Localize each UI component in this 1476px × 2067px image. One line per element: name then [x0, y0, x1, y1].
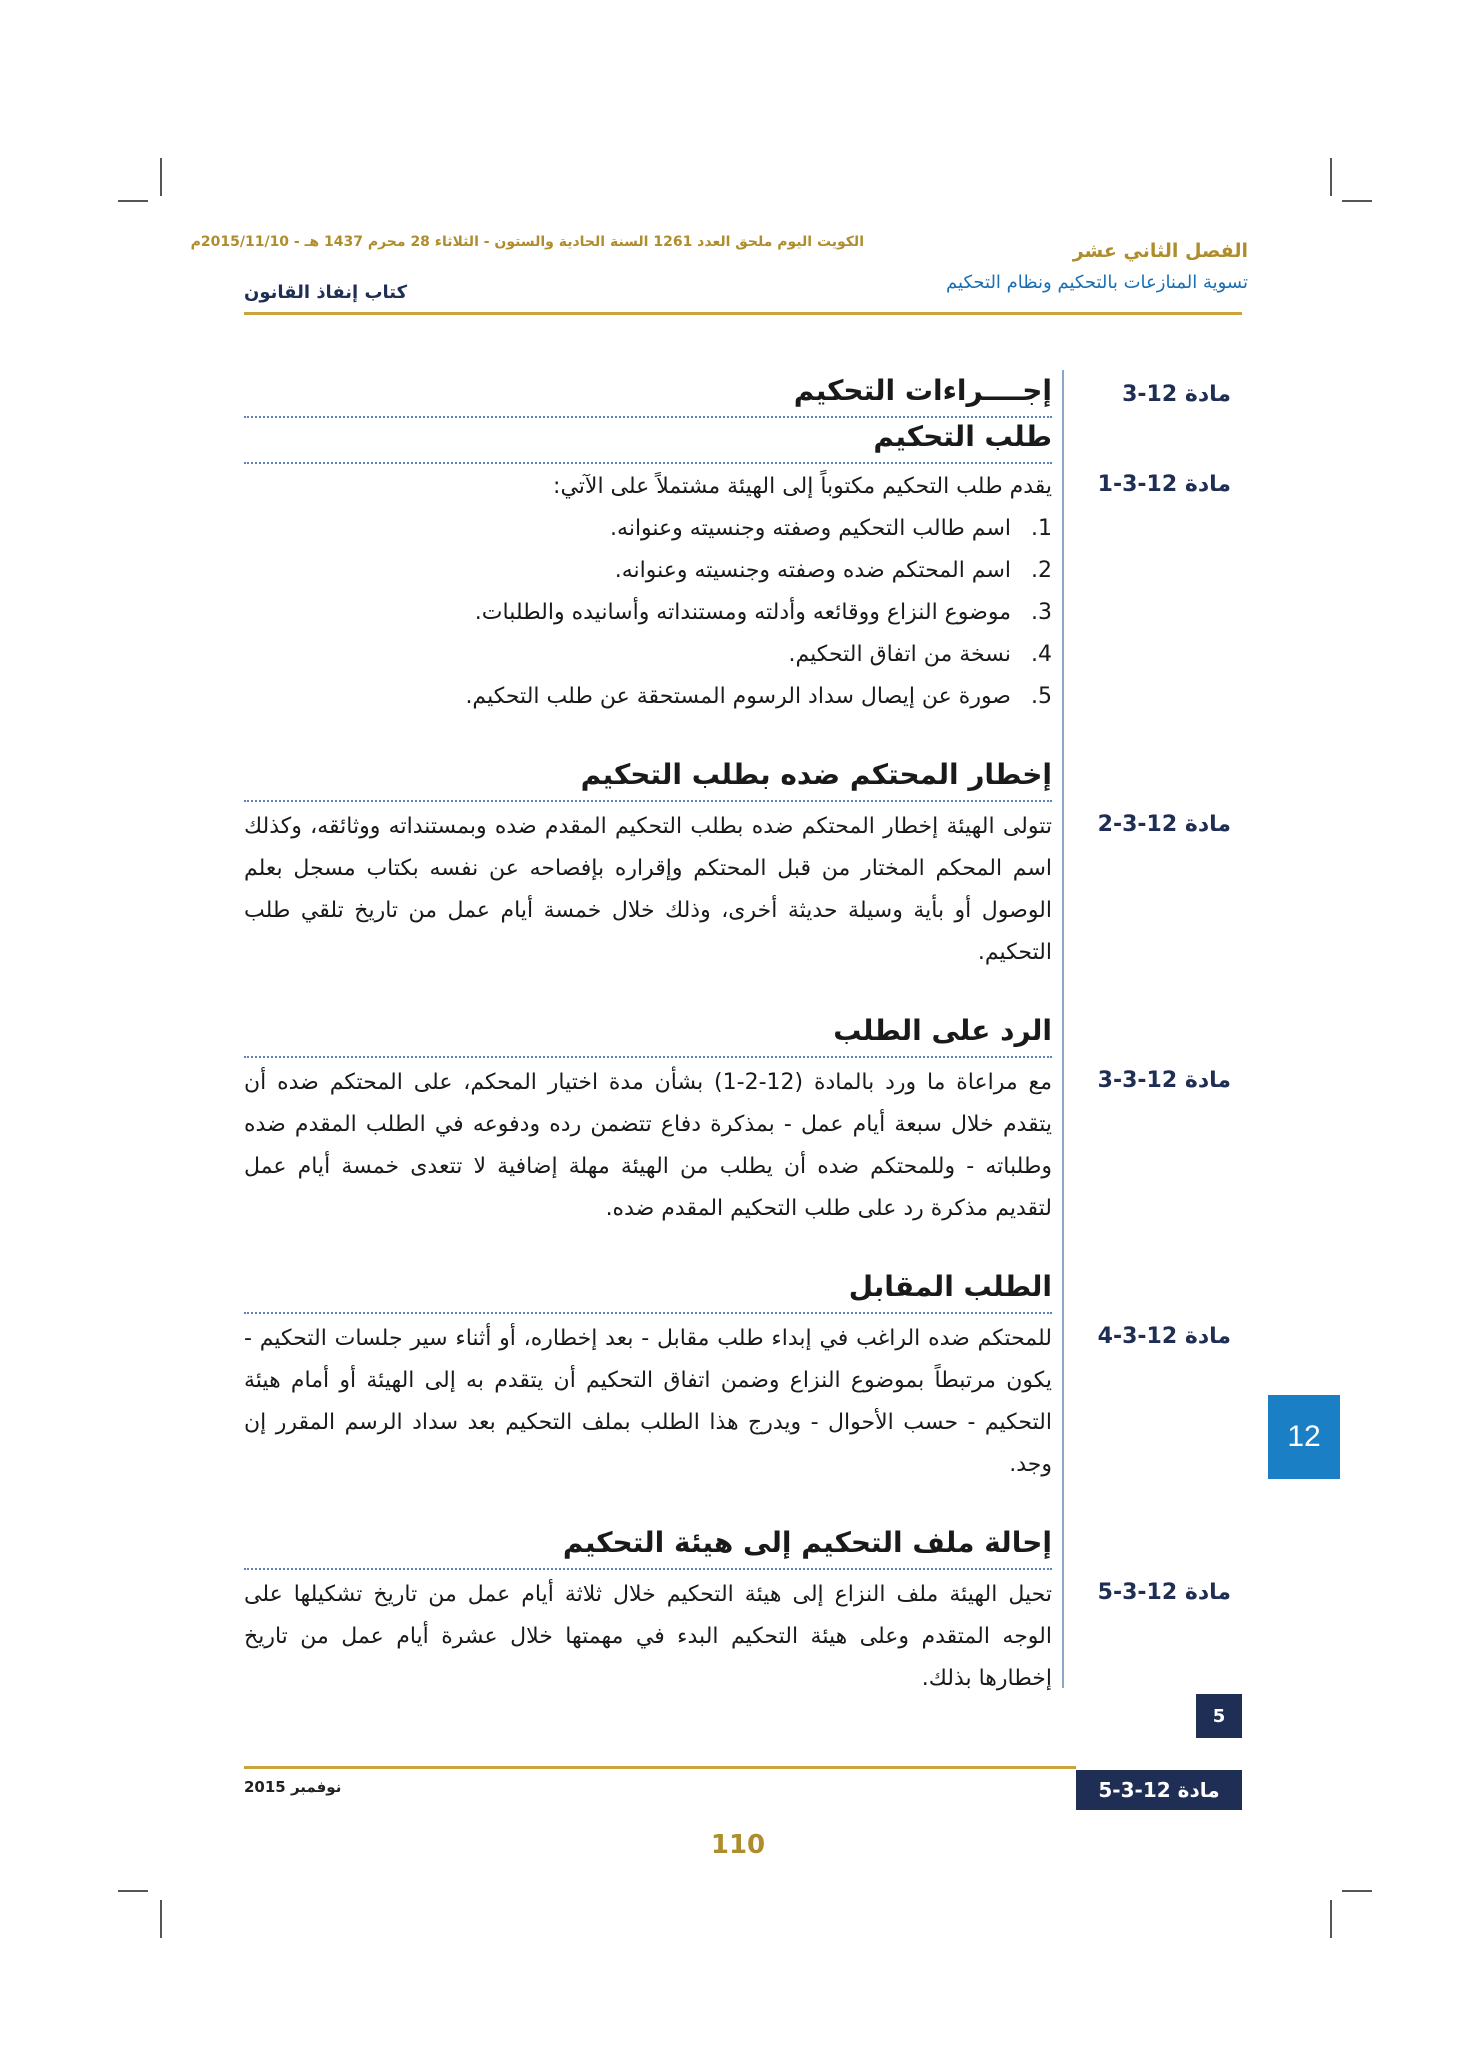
article-text: للمحتكم ضده الراغب في إبداء طلب مقابل - بعد إخطاره، أو أثناء سير جلسات التحكيم - يكون مرتبطاً بموضوع النزاع وضمن اتفاق التحكيم أن يتقدم به إلى الهيئة أو أمام هيئة التحكيم - حسب الأحوال - ويدرج هذا الطلب بملف التحكيم بعد سداد الرسم المقرر إن وجد.	[244, 1326, 1052, 1477]
list-item: 2. اسم المحتكم ضده وصفته وجنسيته وعنوانه.	[614, 558, 1052, 583]
chapter-subtitle: تسوية المنازعات بالتحكيم ونظام التحكيم	[946, 272, 1248, 293]
dotted-divider	[244, 1056, 1052, 1058]
dotted-divider	[244, 1312, 1052, 1314]
section-title: إجــــراءات التحكيم	[793, 374, 1052, 407]
footer-article-ref: مادة 12-3-5	[1076, 1770, 1242, 1810]
dotted-divider	[244, 416, 1052, 418]
article-number: مادة 12-3-3	[1097, 1068, 1231, 1093]
article-text: تحيل الهيئة ملف النزاع إلى هيئة التحكيم خلال ثلاثة أيام عمل من تاريخ تشكيلها على الوجه المتقدم وعلى هيئة التحكيم البدء في مهمتها خلال عشرة أيام عمل من تاريخ إخطارها بذلك.	[244, 1582, 1052, 1691]
crop-mark	[1330, 1900, 1332, 1938]
footer-rule	[244, 1766, 1076, 1769]
crop-mark	[118, 200, 148, 202]
dotted-divider	[244, 1568, 1052, 1570]
section-title: إخطار المحتكم ضده بطلب التحكيم	[580, 758, 1052, 791]
chapter-label: الفصل الثاني عشر	[1072, 240, 1248, 262]
crop-mark	[1342, 200, 1372, 202]
crop-mark	[1330, 158, 1332, 196]
section-title: طلب التحكيم	[873, 420, 1052, 453]
crop-mark	[160, 1900, 162, 1938]
section-title: الطلب المقابل	[848, 1270, 1052, 1303]
article-number: مادة 12-3-5	[1097, 1580, 1231, 1605]
dotted-divider	[244, 800, 1052, 802]
chapter-tab: 12	[1268, 1395, 1340, 1479]
section-title: إحالة ملف التحكيم إلى هيئة التحكيم	[562, 1526, 1052, 1559]
dotted-divider	[244, 462, 1052, 464]
crop-mark	[118, 1890, 148, 1892]
article-number: مادة 12-3-1	[1097, 472, 1231, 497]
footer-date: نوفمبر 2015	[244, 1778, 342, 1796]
publication-line: الكويت اليوم ملحق العدد 1261 السنة الحادية والستون - الثلاثاء 28 محرم 1437 هـ - 2015/11/10م	[190, 234, 864, 250]
header-rule	[244, 312, 1242, 315]
article-number: مادة 12-3	[1122, 382, 1231, 407]
section-title: الرد على الطلب	[833, 1014, 1052, 1047]
article-intro: يقدم طلب التحكيم مكتوباً إلى الهيئة مشتملاً على الآتي:	[553, 474, 1052, 499]
list-item: 5. صورة عن إيصال سداد الرسوم المستحقة عن طلب التحكيم.	[465, 684, 1052, 709]
crop-mark	[160, 158, 162, 196]
column-divider	[1062, 370, 1064, 1688]
page-number: 110	[710, 1830, 766, 1860]
article-number: مادة 12-3-4	[1097, 1324, 1231, 1349]
list-item: 1. اسم طالب التحكيم وصفته وجنسيته وعنوانه.	[610, 516, 1052, 541]
book-title: كتاب إنفاذ القانون	[244, 282, 408, 303]
crop-mark	[1342, 1890, 1372, 1892]
page-box: 5	[1196, 1694, 1242, 1738]
list-item: 3. موضوع النزاع ووقائعه وأدلته ومستنداته وأسانيده والطلبات.	[474, 600, 1052, 625]
article-text: تتولى الهيئة إخطار المحتكم ضده بطلب التحكيم المقدم ضده وبمستنداته ووثائقه، وكذلك اسم المحكم المختار من قبل المحتكم وإقراره بإفصاحه عن نفسه بكتاب مسجل بعلم الوصول أو بأية وسيلة حديثة أخرى، وذلك خلال خمسة أيام عمل من تاريخ تلقي طلب التحكيم.	[244, 814, 1052, 965]
article-text: مع مراعاة ما ورد بالمادة (12-2-1) بشأن مدة اختيار المحكم، على المحتكم ضده أن يتقدم خلال سبعة أيام عمل - بمذكرة دفاع تتضمن رده ودفوعه في الطلب المقدم ضده وطلباته - وللمحتكم ضده أن يطلب من الهيئة مهلة إضافية لا تتعدى خمسة أيام عمل لتقديم مذكرة رد على طلب التحكيم المقدم ضده.	[244, 1070, 1052, 1221]
article-number: مادة 12-3-2	[1097, 812, 1231, 837]
list-item: 4. نسخة من اتفاق التحكيم.	[788, 642, 1052, 667]
